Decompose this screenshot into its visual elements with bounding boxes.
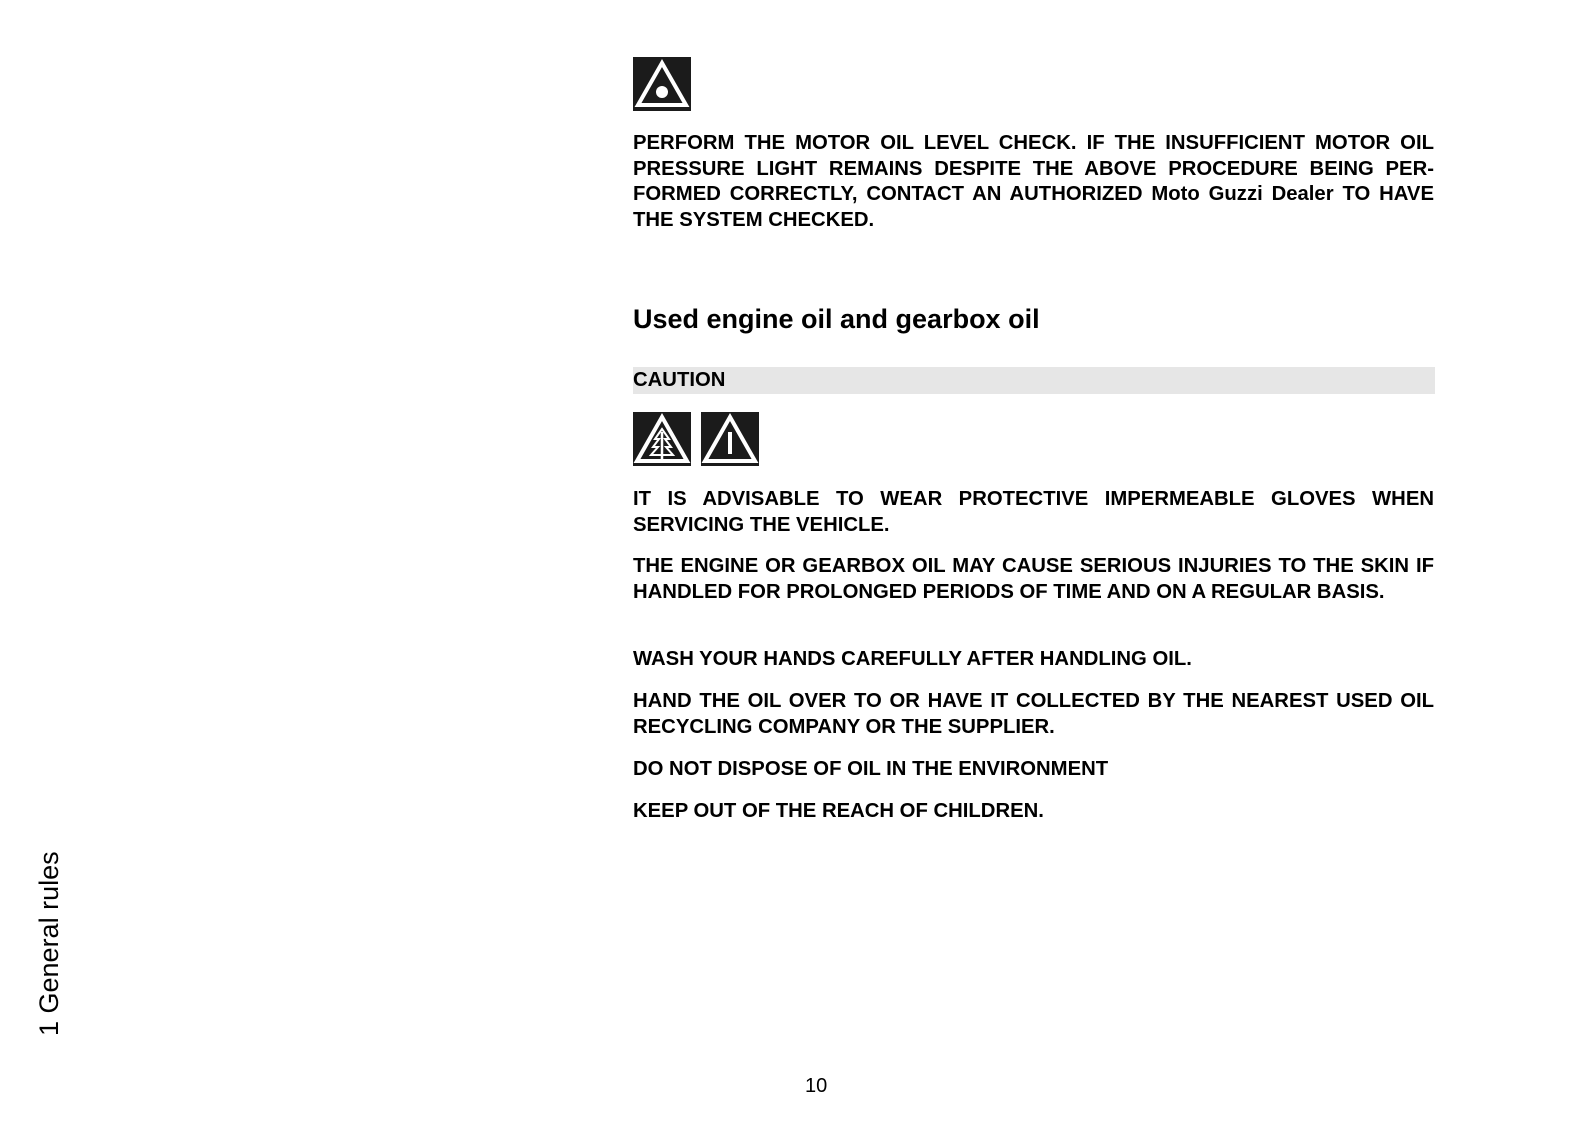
warning-exclamation-icon [701, 412, 759, 466]
page-number: 10 [805, 1075, 828, 1097]
caution-bar [633, 367, 1435, 394]
oil-recycling-text: HAND THE OIL OVER TO OR HAVE IT COLLECTED BY THE NEAREST USED OIL RECYCLING COMPANY OR THE SUPPLIER. [633, 690, 1434, 738]
environment-disposal-text: DO NOT DISPOSE OF OIL IN THE ENVIRONMENT [633, 758, 1109, 780]
gloves-advice-text: IT IS ADVISABLE TO WEAR PROTECTIVE IMPERMEABLE GLOVES WHEN SERVICING THE VEHICLE. [633, 488, 1434, 536]
skin-injury-warning-text: THE ENGINE OR GEARBOX OIL MAY CAUSE SERIOUS INJURIES TO THE SKIN IF HANDLED FOR PROLONGED PERIODS OF TIME AND ON A REGULAR BASIS. [633, 555, 1434, 603]
warning-dot-icon [633, 57, 691, 111]
caution-label: CAUTION [633, 369, 726, 391]
wash-hands-text: WASH YOUR HANDS CAREFULLY AFTER HANDLING OIL. [633, 648, 1192, 670]
section-heading: Used engine oil and gearbox oil [633, 304, 1040, 334]
environment-tree-icon [633, 412, 691, 466]
chapter-side-label: 1 General rules [34, 851, 64, 1036]
children-warning-text: KEEP OUT OF THE REACH OF CHILDREN. [633, 800, 1044, 822]
oil-pressure-warning-text: PERFORM THE MOTOR OIL LEVEL CHECK. IF THE INSUFFICIENT MOTOR OIL PRESSURE LIGHT REMAINS DESPITE THE ABOVE PROCEDURE BEING PERFORMED CORRECTLY, CONTACT AN AUTHORIZED Moto Guzzi Dealer TO HAVE THE SYSTEM CHECKED. [633, 132, 1434, 231]
